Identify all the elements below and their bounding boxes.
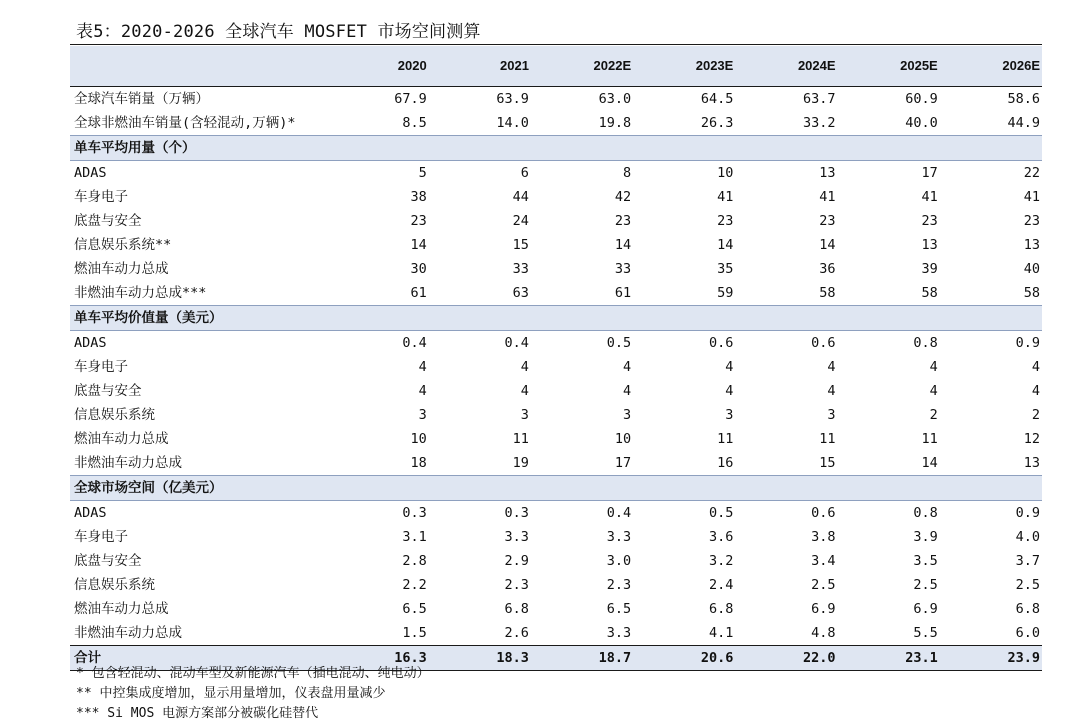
value-cell: 2.2 xyxy=(402,577,427,593)
value-cell: 4.1 xyxy=(708,625,734,641)
value-cell: 14 xyxy=(819,237,836,253)
footnote: * 包含轻混动、混动车型及新能源汽车（插电混动、纯电动） xyxy=(76,666,430,681)
header-row xyxy=(70,46,1042,87)
value-cell: 3 xyxy=(622,407,632,423)
value-cell: 44.9 xyxy=(1007,115,1040,131)
value-cell: 14 xyxy=(717,237,734,253)
value-cell: 35 xyxy=(717,261,734,277)
value-cell: 33 xyxy=(614,261,632,277)
table-row xyxy=(70,573,1042,597)
row-label: 底盘与安全 xyxy=(74,213,142,229)
value-cell: 3 xyxy=(418,407,427,423)
value-cell: 4 xyxy=(622,359,632,375)
value-cell: 3.1 xyxy=(402,529,427,545)
value-cell: 3 xyxy=(725,407,734,423)
value-cell: 13 xyxy=(1023,237,1040,253)
table-row xyxy=(70,403,1042,427)
value-cell: 2.3 xyxy=(504,577,529,593)
value-cell: 2 xyxy=(929,407,938,423)
value-cell: 2.9 xyxy=(504,553,529,569)
value-cell: 0.8 xyxy=(913,335,938,351)
row-label: 全球市场空间（亿美元） xyxy=(70,476,327,501)
value-cell: 6.5 xyxy=(606,601,632,617)
value-cell: 63.9 xyxy=(496,91,529,107)
table-row xyxy=(70,331,1042,356)
header-cell-year: 2026E xyxy=(940,46,1042,87)
value-cell xyxy=(735,306,837,331)
row-label: 车身电子 xyxy=(74,189,128,205)
row-label: 车身电子 xyxy=(74,529,128,545)
value-cell xyxy=(940,306,1042,331)
value-cell: 41 xyxy=(717,189,734,205)
table-row xyxy=(70,549,1042,573)
row-label: 底盘与安全 xyxy=(74,553,142,569)
value-cell: 5.5 xyxy=(913,625,938,641)
value-cell: 4 xyxy=(1031,383,1040,399)
value-cell: 3.2 xyxy=(708,553,734,569)
value-cell: 4 xyxy=(725,383,734,399)
value-cell: 13 xyxy=(921,237,938,253)
value-cell: 3.9 xyxy=(913,529,938,545)
value-cell: 6.0 xyxy=(1015,625,1040,641)
value-cell: 4 xyxy=(725,359,734,375)
value-cell: 0.8 xyxy=(913,505,938,521)
value-cell: 41 xyxy=(1023,189,1040,205)
value-cell: 4 xyxy=(827,359,836,375)
value-cell: 60.9 xyxy=(905,91,938,107)
value-cell: 2.5 xyxy=(1015,577,1040,593)
value-cell: 58.6 xyxy=(1007,91,1040,107)
value-cell xyxy=(531,306,633,331)
value-cell: 6.9 xyxy=(913,601,938,617)
value-cell xyxy=(633,306,735,331)
row-label: 非燃油车动力总成 xyxy=(74,455,182,471)
value-cell xyxy=(327,306,429,331)
value-cell: 4 xyxy=(929,359,938,375)
value-cell xyxy=(838,476,940,501)
value-cell: 6.5 xyxy=(402,601,427,617)
table-row xyxy=(70,379,1042,403)
table-row xyxy=(70,161,1042,186)
table-row xyxy=(70,427,1042,451)
value-cell: 4 xyxy=(520,383,529,399)
value-cell: 18.3 xyxy=(429,646,531,671)
row-label: 非燃油车动力总成*** xyxy=(74,285,207,301)
value-cell: 3.6 xyxy=(708,529,734,545)
value-cell: 26.3 xyxy=(700,115,734,131)
value-cell: 11 xyxy=(819,431,836,447)
row-label: 燃油车动力总成 xyxy=(74,601,169,617)
value-cell: 23 xyxy=(921,213,938,229)
value-cell xyxy=(633,136,735,161)
value-cell: 3.3 xyxy=(606,529,632,545)
value-cell xyxy=(633,476,735,501)
top-rule xyxy=(70,44,1042,45)
value-cell: 63.0 xyxy=(598,91,632,107)
value-cell: 15 xyxy=(819,455,836,471)
row-label: 信息娱乐系统** xyxy=(74,237,172,253)
value-cell: 4.8 xyxy=(811,625,836,641)
value-cell: 16.3 xyxy=(327,646,429,671)
value-cell: 10 xyxy=(410,431,427,447)
value-cell: 8.5 xyxy=(402,115,427,131)
value-cell: 18 xyxy=(410,455,427,471)
value-cell: 6.8 xyxy=(504,601,529,617)
value-cell: 8 xyxy=(622,165,632,181)
value-cell: 14 xyxy=(410,237,427,253)
value-cell: 6.9 xyxy=(811,601,836,617)
value-cell: 17 xyxy=(614,455,632,471)
table-row xyxy=(70,451,1042,476)
value-cell: 13 xyxy=(819,165,836,181)
value-cell: 63 xyxy=(512,285,529,301)
value-cell: 36 xyxy=(819,261,836,277)
header-cell-year: 2023E xyxy=(633,46,735,87)
value-cell: 23.9 xyxy=(940,646,1042,671)
value-cell: 23 xyxy=(819,213,836,229)
value-cell: 41 xyxy=(819,189,836,205)
table-row xyxy=(70,501,1042,526)
value-cell: 39 xyxy=(921,261,938,277)
value-cell: 40.0 xyxy=(905,115,938,131)
value-cell: 0.5 xyxy=(606,335,632,351)
value-cell: 0.5 xyxy=(708,505,734,521)
value-cell: 19.8 xyxy=(598,115,632,131)
table-row xyxy=(70,257,1042,281)
table-title: 表5：2020-2026 全球汽车 MOSFET 市场空间测算 xyxy=(76,22,481,42)
table-row xyxy=(70,111,1042,136)
value-cell: 2.8 xyxy=(402,553,427,569)
value-cell: 11 xyxy=(717,431,734,447)
value-cell: 0.6 xyxy=(811,505,836,521)
row-label: 全球非燃油车销量(含轻混动,万辆)* xyxy=(74,115,296,131)
value-cell: 14 xyxy=(921,455,938,471)
section-header-row xyxy=(70,136,1042,161)
table-row xyxy=(70,209,1042,233)
value-cell: 5 xyxy=(418,165,427,181)
value-cell: 58 xyxy=(1023,285,1040,301)
value-cell: 17 xyxy=(921,165,938,181)
value-cell: 2.6 xyxy=(504,625,529,641)
value-cell: 2.5 xyxy=(811,577,836,593)
value-cell: 14 xyxy=(614,237,632,253)
value-cell: 3.7 xyxy=(1015,553,1040,569)
value-cell: 2.4 xyxy=(708,577,734,593)
value-cell: 3.5 xyxy=(913,553,938,569)
value-cell: 67.9 xyxy=(394,91,427,107)
row-label: 非燃油车动力总成 xyxy=(74,625,182,641)
row-label: 底盘与安全 xyxy=(74,383,142,399)
value-cell: 59 xyxy=(717,285,734,301)
row-label: 合计 xyxy=(70,646,327,671)
row-label: 燃油车动力总成 xyxy=(74,431,169,447)
table-row xyxy=(70,233,1042,257)
table-row xyxy=(70,525,1042,549)
value-cell: 19 xyxy=(512,455,529,471)
value-cell: 61 xyxy=(410,285,427,301)
value-cell: 4 xyxy=(827,383,836,399)
value-cell: 4 xyxy=(622,383,632,399)
value-cell: 4 xyxy=(520,359,529,375)
section-header-row xyxy=(70,476,1042,501)
row-label: 燃油车动力总成 xyxy=(74,261,169,277)
value-cell xyxy=(429,136,531,161)
value-cell: 24 xyxy=(512,213,529,229)
row-label: 单车平均价值量（美元） xyxy=(70,306,327,331)
value-cell: 23 xyxy=(1023,213,1040,229)
value-cell: 0.3 xyxy=(504,505,529,521)
row-label: 车身电子 xyxy=(74,359,128,375)
value-cell: 22 xyxy=(1023,165,1040,181)
value-cell: 2 xyxy=(1031,407,1040,423)
value-cell: 3.3 xyxy=(606,625,632,641)
value-cell xyxy=(735,476,837,501)
value-cell: 42 xyxy=(614,189,632,205)
value-cell xyxy=(327,476,429,501)
value-cell: 2.3 xyxy=(606,577,632,593)
row-label: ADAS xyxy=(74,165,107,181)
value-cell: 14.0 xyxy=(496,115,529,131)
footnote: *** Si MOS 电源方案部分被碳化硅替代 xyxy=(76,706,319,721)
value-cell: 0.4 xyxy=(402,335,427,351)
value-cell: 23.1 xyxy=(838,646,940,671)
value-cell xyxy=(735,136,837,161)
row-label: 信息娱乐系统 xyxy=(74,407,155,423)
table-row xyxy=(70,281,1042,306)
value-cell: 6.8 xyxy=(708,601,734,617)
value-cell xyxy=(429,476,531,501)
value-cell: 61 xyxy=(614,285,632,301)
value-cell xyxy=(531,136,633,161)
header-cell-year: 2024E xyxy=(735,46,837,87)
value-cell: 30 xyxy=(410,261,427,277)
value-cell: 0.9 xyxy=(1015,335,1040,351)
header-cell-year: 2022E xyxy=(531,46,633,87)
row-label: 单车平均用量（个） xyxy=(70,136,327,161)
value-cell xyxy=(838,136,940,161)
value-cell: 11 xyxy=(921,431,938,447)
table-row xyxy=(70,355,1042,379)
value-cell: 0.3 xyxy=(402,505,427,521)
value-cell: 0.6 xyxy=(811,335,836,351)
value-cell xyxy=(940,136,1042,161)
value-cell: 13 xyxy=(1023,455,1040,471)
value-cell: 4 xyxy=(418,359,427,375)
value-cell xyxy=(940,476,1042,501)
value-cell: 23 xyxy=(410,213,427,229)
value-cell: 40 xyxy=(1023,261,1040,277)
value-cell: 41 xyxy=(921,189,938,205)
value-cell xyxy=(327,136,429,161)
value-cell: 64.5 xyxy=(700,91,734,107)
value-cell: 23 xyxy=(717,213,734,229)
value-cell: 0.4 xyxy=(504,335,529,351)
value-cell: 12 xyxy=(1023,431,1040,447)
table-row xyxy=(70,185,1042,209)
value-cell: 4 xyxy=(418,383,427,399)
row-label: 全球汽车销量（万辆） xyxy=(74,91,209,107)
value-cell: 33.2 xyxy=(803,115,836,131)
value-cell: 23 xyxy=(614,213,632,229)
value-cell: 11 xyxy=(512,431,529,447)
value-cell: 1.5 xyxy=(402,625,427,641)
value-cell: 4 xyxy=(929,383,938,399)
value-cell: 44 xyxy=(512,189,529,205)
value-cell: 6.8 xyxy=(1015,601,1040,617)
value-cell xyxy=(838,306,940,331)
value-cell: 33 xyxy=(512,261,529,277)
table-row xyxy=(70,621,1042,646)
value-cell: 16 xyxy=(717,455,734,471)
row-label: ADAS xyxy=(74,335,107,351)
value-cell: 22.0 xyxy=(735,646,837,671)
value-cell: 38 xyxy=(410,189,427,205)
row-label: 信息娱乐系统 xyxy=(74,577,155,593)
section-header-row xyxy=(70,306,1042,331)
value-cell: 4 xyxy=(1031,359,1040,375)
table-body xyxy=(70,46,1042,671)
value-cell: 4.0 xyxy=(1015,529,1040,545)
value-cell: 20.6 xyxy=(633,646,735,671)
value-cell: 0.6 xyxy=(708,335,734,351)
value-cell: 3.4 xyxy=(811,553,836,569)
value-cell: 3 xyxy=(520,407,529,423)
value-cell: 10 xyxy=(614,431,632,447)
value-cell xyxy=(429,306,531,331)
value-cell: 0.4 xyxy=(606,505,632,521)
value-cell: 18.7 xyxy=(531,646,633,671)
header-cell-year: 2025E xyxy=(838,46,940,87)
value-cell: 6 xyxy=(520,165,529,181)
header-cell-year: 2021 xyxy=(429,46,531,87)
header-cell-year: 2020 xyxy=(327,46,429,87)
value-cell: 3 xyxy=(827,407,836,423)
value-cell: 58 xyxy=(819,285,836,301)
row-label: ADAS xyxy=(74,505,107,521)
value-cell: 10 xyxy=(717,165,734,181)
table-row xyxy=(70,597,1042,621)
value-cell: 63.7 xyxy=(803,91,836,107)
value-cell: 3.8 xyxy=(811,529,836,545)
value-cell: 15 xyxy=(512,237,529,253)
footnotes xyxy=(76,664,430,724)
value-cell: 3.0 xyxy=(606,553,632,569)
table-row xyxy=(70,87,1042,112)
value-cell: 2.5 xyxy=(913,577,938,593)
value-cell: 0.9 xyxy=(1015,505,1040,521)
value-cell: 3.3 xyxy=(504,529,529,545)
footnote: ** 中控集成度增加，显示用量增加，仪表盘用量减少 xyxy=(76,686,386,701)
value-cell: 58 xyxy=(921,285,938,301)
mosfet-market-table xyxy=(70,46,1042,671)
header-cell-label xyxy=(70,46,327,87)
value-cell xyxy=(531,476,633,501)
